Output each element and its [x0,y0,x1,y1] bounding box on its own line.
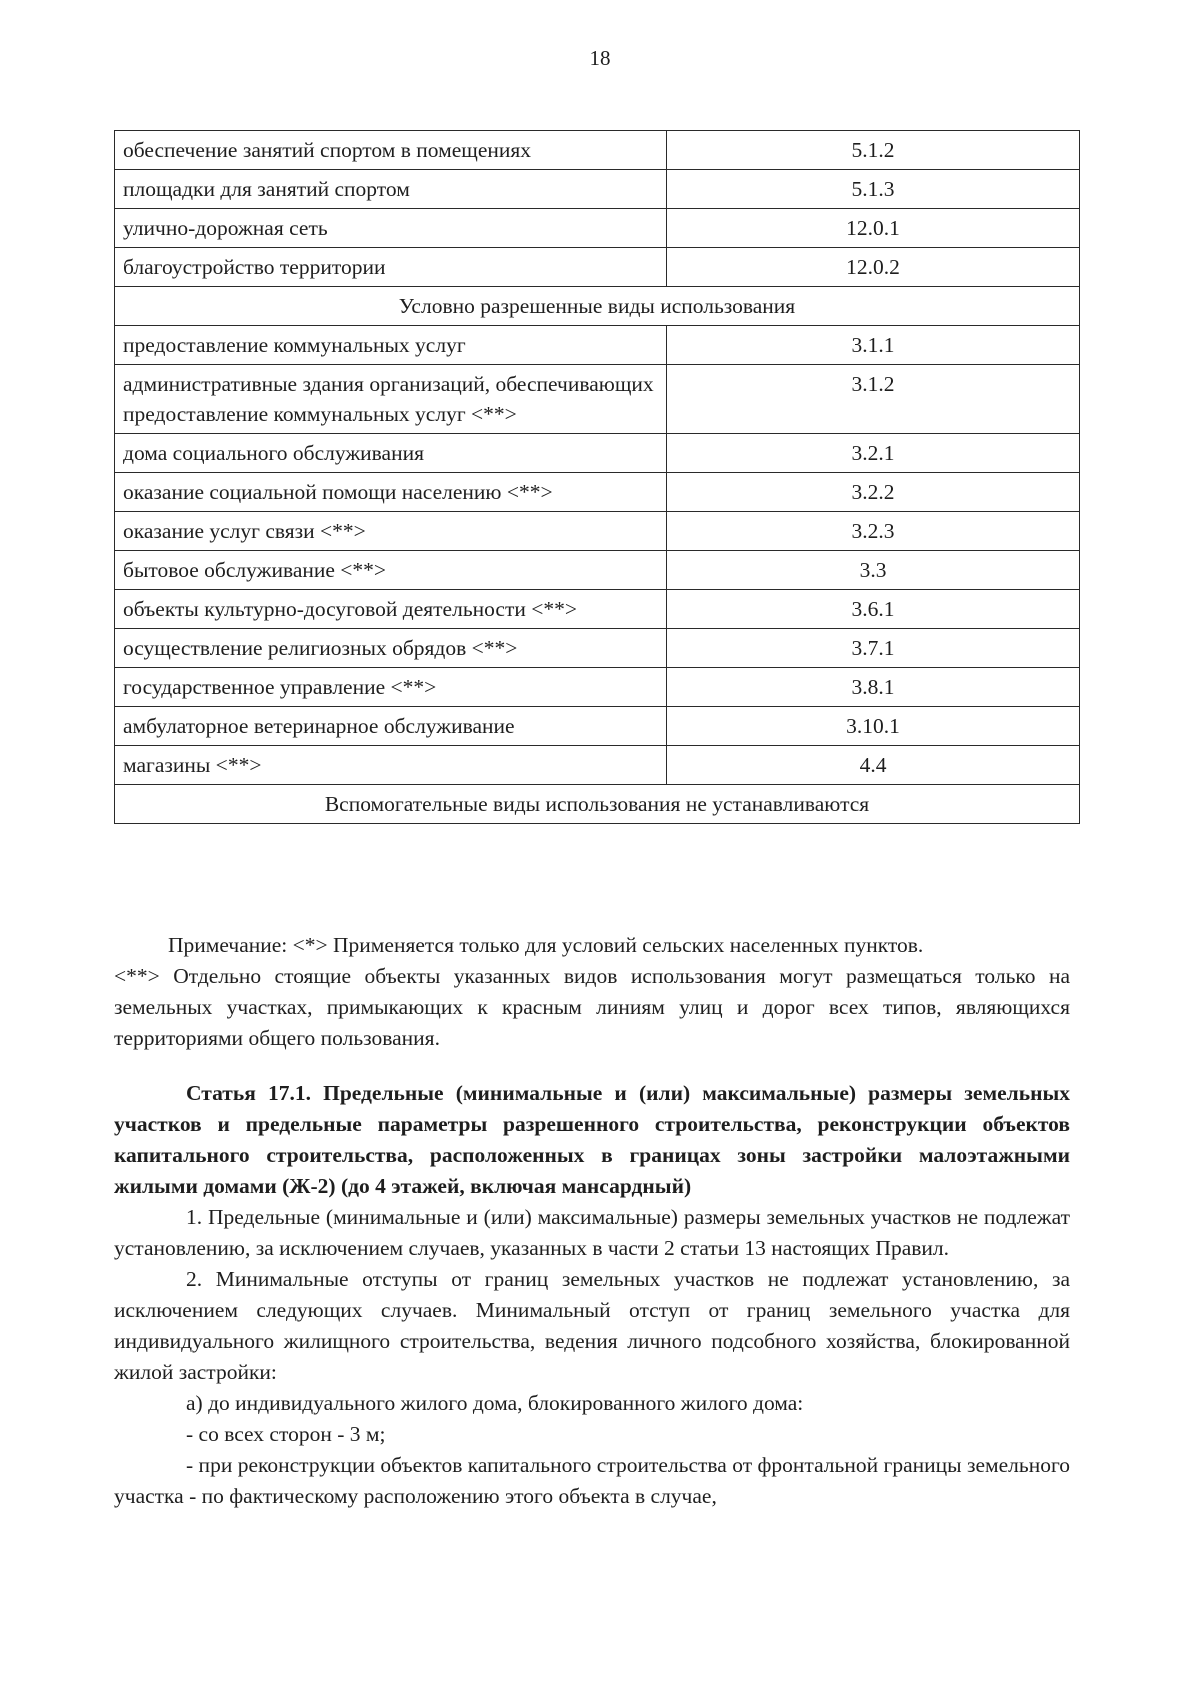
use-name: магазины <**> [115,746,667,785]
use-code: 3.1.1 [667,326,1080,365]
use-name: предоставление коммунальных услуг [115,326,667,365]
use-name: государственное управление <**> [115,668,667,707]
use-name: дома социального обслуживания [115,434,667,473]
article-paragraph: а) до индивидуального жилого дома, блокированного жилого дома: [186,1391,804,1415]
table-row [115,131,1080,170]
table-row [115,326,1080,365]
use-name: обеспечение занятий спортом в помещениях [115,131,667,170]
use-name: площадки для занятий спортом [115,170,667,209]
use-code: 3.2.3 [667,512,1080,551]
use-name: объекты культурно-досуговой деятельности <**> [115,590,667,629]
use-name: улично-дорожная сеть [115,209,667,248]
use-code: 3.2.2 [667,473,1080,512]
table-row [115,473,1080,512]
page-number: 18 [589,46,611,70]
article-paragraph: 1. Предельные (минимальные и (или) максимальные) размеры земельных участков не подлежат установлению, за исключением случаев, указанных в части 2 статьи 13 настоящих Правил. [114,1205,1070,1260]
section-footer-row [115,785,1080,824]
use-code: 3.1.2 [667,365,1080,434]
use-name: амбулаторное ветеринарное обслуживание [115,707,667,746]
table-row [115,707,1080,746]
use-code: 3.7.1 [667,629,1080,668]
table-row [115,668,1080,707]
use-name: благоустройство территории [115,248,667,287]
table-row [115,590,1080,629]
use-name: оказание социальной помощи населению <**> [115,473,667,512]
table-row [115,551,1080,590]
use-code: 5.1.3 [667,170,1080,209]
use-code: 3.6.1 [667,590,1080,629]
use-name: административные здания организаций, обеспечивающих предоставление коммунальных услуг <**> [115,365,667,434]
table-note [114,930,1070,1054]
conditional-uses-header: Условно разрешенные виды использования [115,287,1080,326]
table-row [115,365,1080,434]
land-use-table [114,130,1080,824]
table-row [115,248,1080,287]
article-heading: Статья 17.1. Предельные (минимальные и (или) максимальные) размеры земельных участков и предельные параметры разрешенного строительства, реконструкции объектов капитального строительства, расположенных в границах зоны застройки малоэтажными жилыми домами (Ж-2) (до 4 этажей, включая мансардный) [114,1081,1070,1198]
use-name: оказание услуг связи <**> [115,512,667,551]
use-code: 3.10.1 [667,707,1080,746]
use-code: 3.8.1 [667,668,1080,707]
use-code: 3.3 [667,551,1080,590]
table-row [115,434,1080,473]
table-row [115,629,1080,668]
use-code: 12.0.2 [667,248,1080,287]
use-code: 4.4 [667,746,1080,785]
auxiliary-uses-footer: Вспомогательные виды использования не устанавливаются [115,785,1080,824]
article-paragraph: 2. Минимальные отступы от границ земельных участков не подлежат установлению, за исключением следующих случаев. Минимальный отступ от границ земельного участка для индивидуального жилищного строительства, ведения личного подсобного хозяйства, блокированной жилой застройки: [114,1267,1070,1384]
use-name: бытовое обслуживание <**> [115,551,667,590]
note-line-2: <**> Отдельно стоящие объекты указанных видов использования могут размещаться только на земельных участках, примыкающих к красным линиям улиц и дорог всех типов, являющихся территориями общего пользования. [114,964,1070,1050]
use-code: 12.0.1 [667,209,1080,248]
table-row [115,746,1080,785]
section-header-row [115,287,1080,326]
use-code: 5.1.2 [667,131,1080,170]
table-row [115,209,1080,248]
table-row [115,170,1080,209]
use-code: 3.2.1 [667,434,1080,473]
use-name: осуществление религиозных обрядов <**> [115,629,667,668]
article-17-1 [114,1078,1070,1512]
article-paragraph: - при реконструкции объектов капитального строительства от фронтальной границы земельного участка - по фактическому расположению этого объекта в случае, [114,1453,1070,1508]
article-paragraph: - со всех сторон - 3 м; [186,1422,386,1446]
note-line-1: Примечание: <*> Применяется только для условий сельских населенных пунктов. [168,933,924,957]
table-row [115,512,1080,551]
